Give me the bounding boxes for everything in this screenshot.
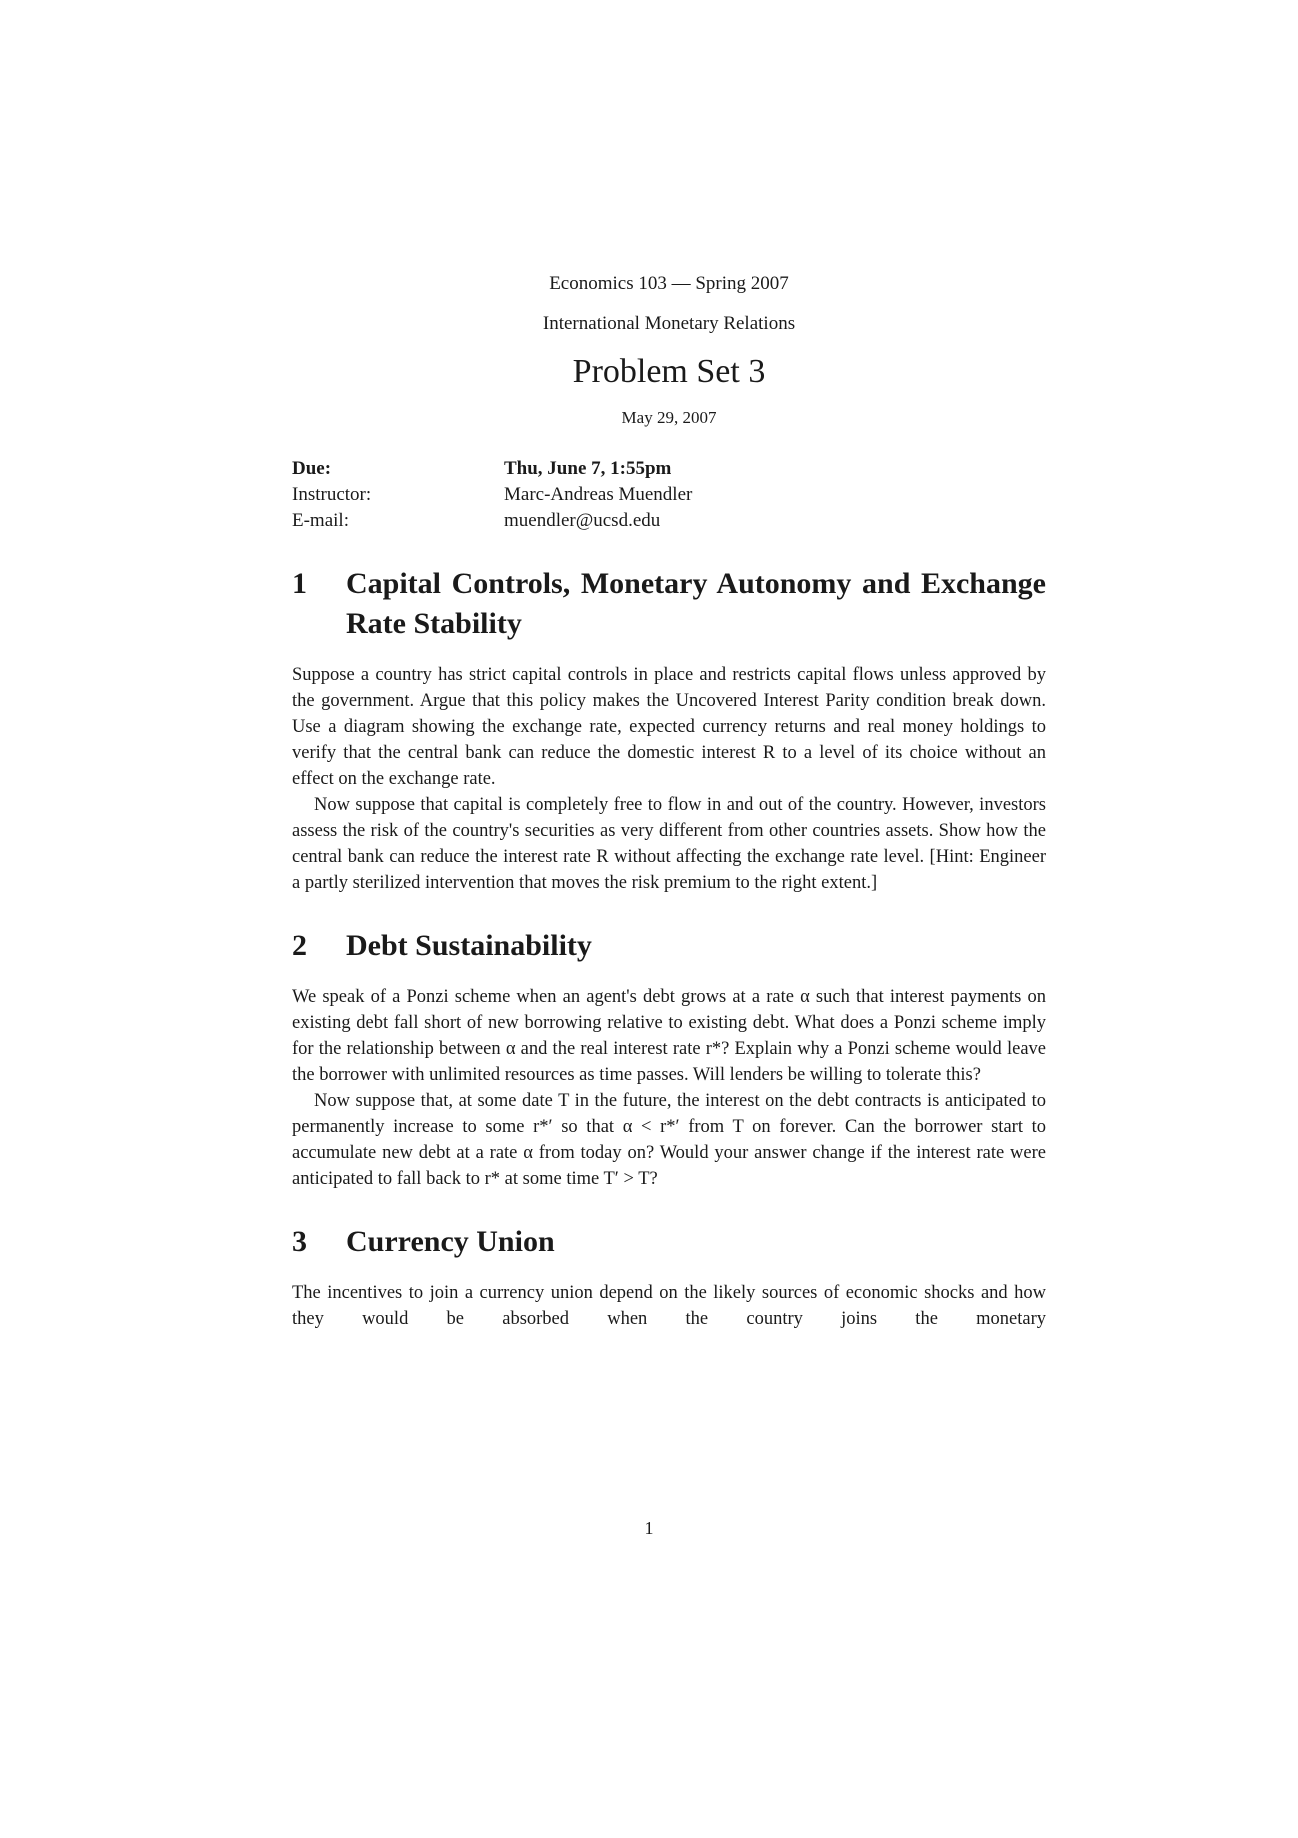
section-capital-controls [292, 564, 1046, 896]
section-number: 3 [292, 1225, 307, 1258]
section-body [292, 984, 1046, 1192]
section-heading [292, 564, 1046, 644]
page-title: Problem Set 3 [572, 353, 766, 390]
paragraph: Suppose a country has strict capital controls in place and restricts capital flows unless approved by the government. Argue that this policy makes the Uncovered Interest Parity condition break down. Use a diagram showing the exchange rate, expected currency returns and real money holdings to verify that the central bank can reduce the domestic interest R to a level of its choice without an effect on the exchange rate. [292, 665, 1046, 789]
document-page [292, 270, 1046, 1332]
due-value: Thu, June 7, 1:55pm [504, 458, 672, 479]
section-debt-sustainability [292, 926, 1046, 1192]
section-title: Capital Controls, Monetary Autonomy and Exchange Rate Stability [346, 567, 1046, 640]
course-subtitle: International Monetary Relations [542, 313, 796, 334]
instructor-value: Marc-Andreas Muendler [504, 484, 693, 505]
section-heading [292, 1222, 1046, 1262]
document-date: May 29, 2007 [621, 408, 717, 427]
instructor-label: Instructor: [292, 484, 372, 505]
paragraph: Now suppose that capital is completely free to flow in and out of the country. However, investors assess the risk of the country's securities as very different from other countries assets. Show how the central bank can reduce the interest rate R without affecting the exchange rate level. [Hint: Engineer a partly sterilized intervention that moves the risk premium to the right extent.] [292, 795, 1046, 893]
email-row [292, 508, 1046, 534]
section-number: 1 [292, 567, 307, 600]
paragraph: The incentives to join a currency union depend on the likely sources of economic shocks and how they would be absorbed when the country joins the monetary [292, 1283, 1046, 1329]
section-title: Debt Sustainability [346, 929, 592, 962]
due-label: Due: [292, 458, 332, 479]
section-heading [292, 926, 1046, 966]
paragraph: We speak of a Ponzi scheme when an agent's debt grows at a rate α such that interest payments on existing debt fall short of new borrowing relative to existing debt. What does a Ponzi scheme imply for the relationship between α and the real interest rate r*? Explain why a Ponzi scheme would leave the borrower with unlimited resources as time passes. Will lenders be willing to tolerate this? [292, 987, 1046, 1085]
section-body [292, 1280, 1046, 1332]
instructor-row [292, 482, 1046, 508]
page-number: 1 [644, 1518, 654, 1538]
email-label: E-mail: [292, 510, 349, 531]
course-line: Economics 103 — Spring 2007 [549, 273, 789, 294]
paragraph: Now suppose that, at some date T in the future, the interest on the debt contracts is anticipated to permanently increase to some r*′ so that α < r*′ from T on forever. Can the borrower start to accumulate new debt at a rate α from today on? Would your answer change if the interest rate were anticipated to fall back to r* at some time T′ > T? [292, 1091, 1046, 1189]
section-title: Currency Union [346, 1225, 555, 1258]
section-currency-union [292, 1222, 1046, 1332]
due-row [292, 456, 1046, 482]
section-body [292, 662, 1046, 896]
email-value: muendler@ucsd.edu [504, 510, 661, 531]
section-number: 2 [292, 929, 307, 962]
info-table [292, 456, 1046, 534]
document-header [292, 270, 1046, 430]
